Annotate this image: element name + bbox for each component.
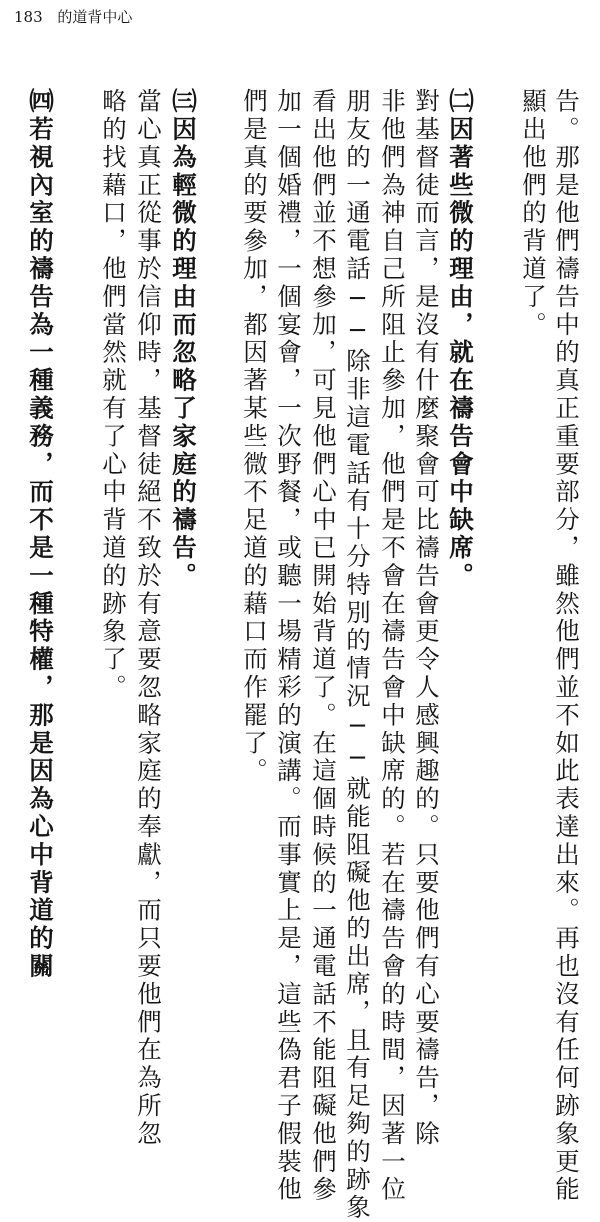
text-column: 朋友的一通電話──除非這電話有十分特別的情況──就能阻礙他的出席，且有足夠的跡象 <box>343 88 372 1222</box>
text-column: 略的找藉口，他們當然就有了心中背道的跡象了。 <box>99 88 128 702</box>
running-header <box>14 6 132 28</box>
section-heading-2: ㈡因著些微的理由，就在禱告會中缺席。 <box>446 88 475 591</box>
text-column: 告。那是他們禱告中的真正重要部分，雖然他們並不如此表達出來。再也沒有任何跡象更能 <box>552 88 581 1204</box>
text-column: 們是真的要參加，都因著某些微不足道的藉口而作罷了。 <box>240 88 269 786</box>
section-heading-4: ㈣若視內室的禱告為一種義務，而不是一種特權，那是因為心中背道的關 <box>26 88 55 981</box>
text-column: 加一個婚禮，一個宴會，一次野餐，或聽一場精彩的演講。而事實上是，這些偽君子假裝他 <box>274 88 303 1204</box>
text-column: 對基督徒而言，是沒有什麼聚會可比禱告會更令人感興趣的。只要他們有心要禱告，除 <box>412 88 441 1149</box>
text-column: 看出他們並不想參加，可見他們心中已開始背道了。在這個時候的一通電話不能阻礙他們參 <box>309 88 338 1204</box>
text-column: 當心真正從事於信仰時，基督徒絕不致於有意要忽略家庭的奉獻，而只要他們在為所忽 <box>134 88 163 1149</box>
page-number: 183 <box>14 8 43 26</box>
chapter-title: 的道背中心 <box>57 8 133 26</box>
text-column: 非他們為神自己所阻止參加，他們是不會在禱告會中缺席的。若在禱告會的時間，因著一位 <box>378 88 407 1204</box>
section-heading-3: ㈢因為輕微的理由而忽略了家庭的禱告。 <box>169 88 198 591</box>
text-column: 顯出他們的背道了。 <box>519 88 548 340</box>
